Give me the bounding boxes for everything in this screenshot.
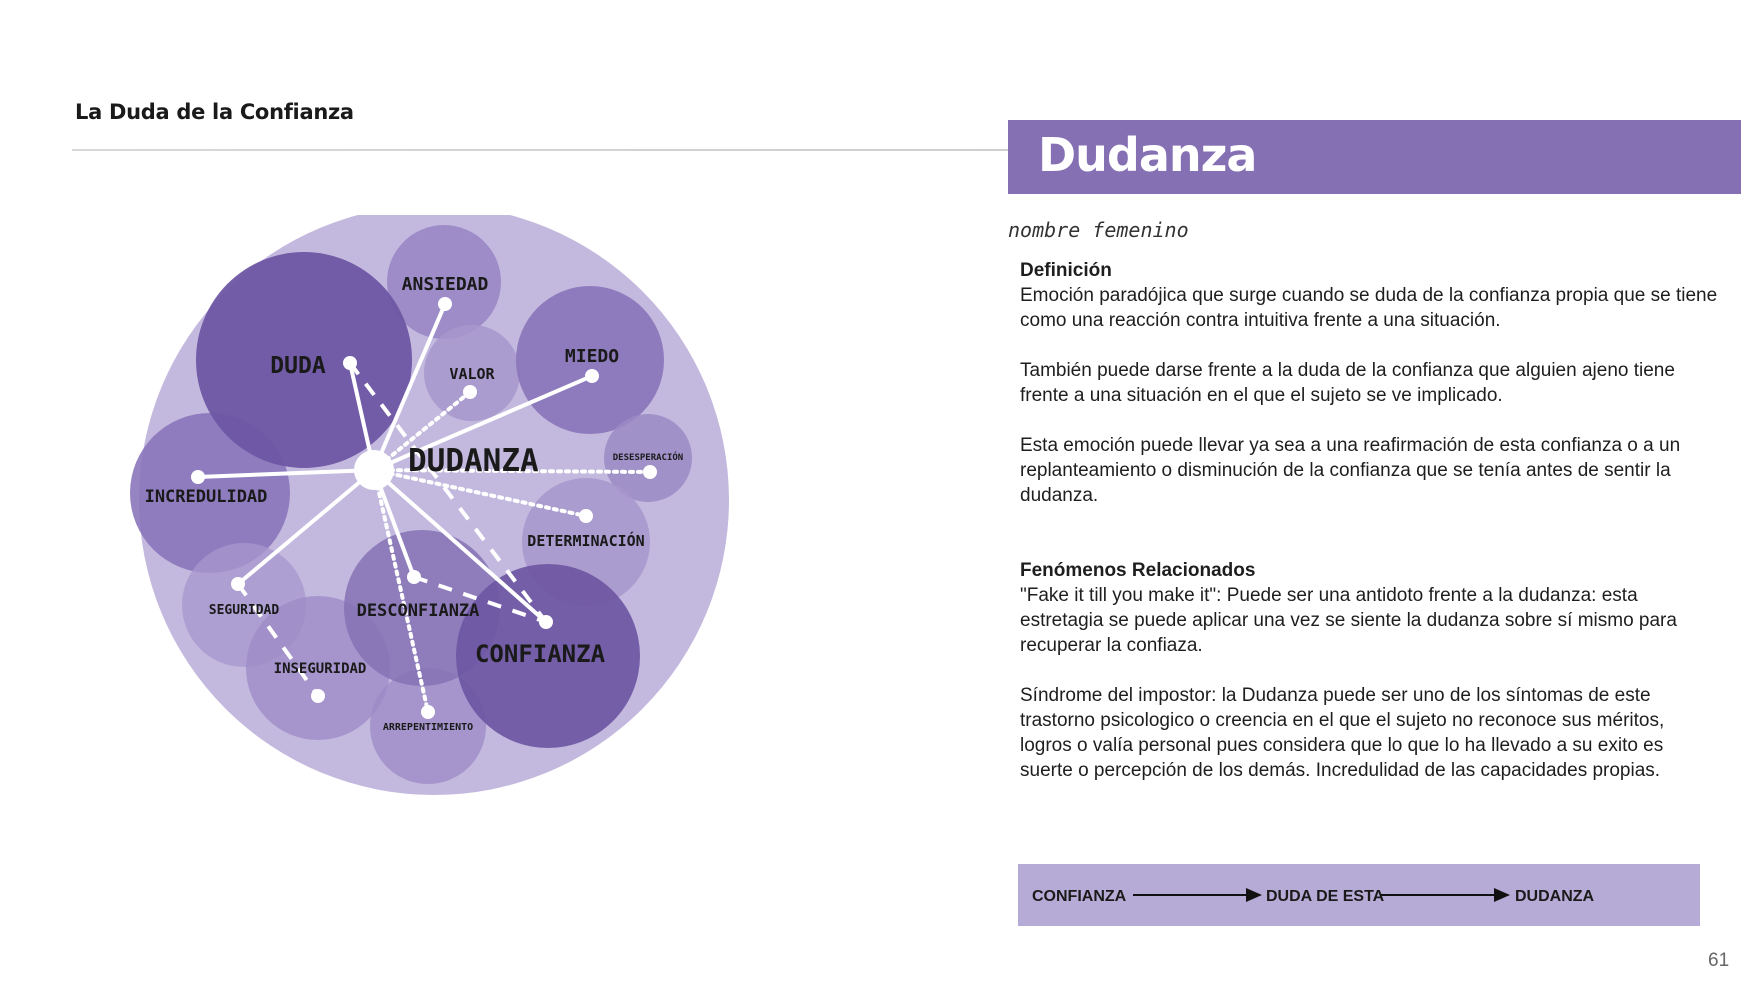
- dot-center: [354, 450, 394, 490]
- related-paragraph: "Fake it till you make it": Puede ser una antidoto frente a la dudanza: esta estretagia se puede aplicar una vez se siente la dudanza sobre sí mismo para recuperar la confiaza.: [1020, 585, 1677, 656]
- definition-heading: Definición: [1020, 260, 1112, 281]
- dot-valor: [463, 385, 477, 399]
- page-title: La Duda de la Confianza: [75, 100, 354, 124]
- entry-header: [1008, 120, 1741, 194]
- label-dudanza: DUDANZA: [408, 443, 539, 479]
- definition-section: [1020, 258, 1720, 508]
- dot-seguridad: [231, 577, 245, 591]
- related-section: [1020, 558, 1720, 783]
- label-seguridad: SEGURIDAD: [208, 603, 280, 618]
- definition-paragraph: También puede darse frente a la duda de la confianza que alguien ajeno tiene frente a una situación en el que el sujeto se ve implicado.: [1020, 360, 1675, 406]
- dot-arrepentimiento: [421, 705, 435, 719]
- dot-confianza: [539, 615, 553, 629]
- flow-arrowhead-1: [1246, 888, 1262, 902]
- entry-word: Dudanza: [1038, 128, 1257, 182]
- label-arrepentimiento: ARREPENTIMIENTO: [382, 722, 474, 733]
- dot-incredulidad: [191, 470, 205, 484]
- page-number: 61: [1708, 950, 1730, 971]
- dot-desesperacion: [643, 465, 657, 479]
- flow-step-1: CONFIANZA: [1032, 888, 1127, 905]
- label-inseguridad: INSEGURIDAD: [273, 661, 367, 677]
- label-confianza: CONFIANZA: [474, 640, 606, 668]
- label-desesperacion: DESESPERACIÓN: [612, 453, 684, 463]
- emotion-diagram: [130, 215, 730, 815]
- flow-bar: [1018, 864, 1700, 926]
- label-incredulidad: INCREDULIDAD: [144, 487, 268, 507]
- label-miedo: MIEDO: [564, 346, 620, 367]
- dot-determinacion: [579, 509, 593, 523]
- related-paragraph: Síndrome del impostor: la Dudanza puede ser uno de los síntomas de este trastorno psicologico o creencia en el que el sujeto no reconoce sus méritos, logros o valía personal pues considera que lo que lo ha llevado a su exito es suerte o percepción de los demás. Incredulidad de las capacidades propias.: [1020, 685, 1665, 781]
- title-divider: [72, 149, 1008, 151]
- label-duda: DUDA: [270, 353, 326, 379]
- label-determinacion: DETERMINACIÓN: [527, 532, 645, 550]
- flow-step-3: DUDANZA: [1515, 888, 1595, 905]
- dot-duda: [343, 356, 357, 370]
- dot-miedo: [585, 369, 599, 383]
- label-valor: VALOR: [449, 365, 495, 383]
- label-ansiedad: ANSIEDAD: [401, 274, 489, 295]
- dot-inseguridad: [311, 689, 325, 703]
- flow-diagram: [1018, 864, 1700, 926]
- flow-arrowhead-2: [1494, 888, 1510, 902]
- part-of-speech: nombre femenino: [1008, 218, 1189, 242]
- dot-desconfianza: [407, 570, 421, 584]
- related-heading: Fenómenos Relacionados: [1020, 560, 1256, 581]
- label-desconfianza: DESCONFIANZA: [356, 601, 480, 621]
- flow-step-2: DUDA DE ESTA: [1266, 888, 1385, 905]
- definition-paragraph: Esta emoción puede llevar ya sea a una reafirmación de esta confianza o a un replanteamiento o disminución de la confianza que se tenía antes de sentir la dudanza.: [1020, 435, 1681, 506]
- dot-ansiedad: [438, 297, 452, 311]
- definition-paragraph: Emoción paradójica que surge cuando se duda de la confianza propia que se tiene como una reacción contra intuitiva frente a una situación.: [1020, 285, 1718, 331]
